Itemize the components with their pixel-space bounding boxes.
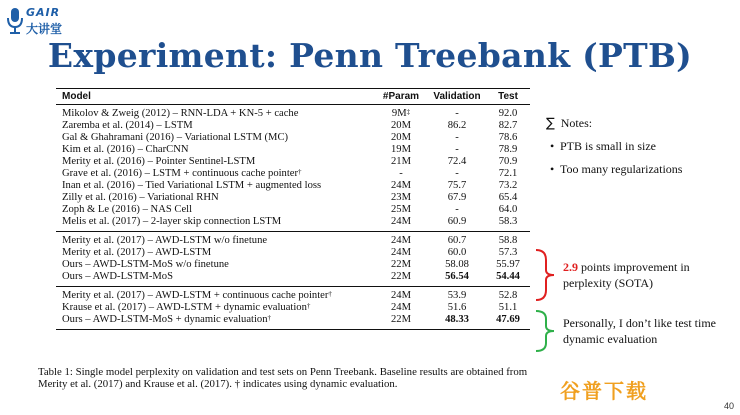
watermark-logo: 谷普下载	[560, 379, 648, 403]
cell-test: 70.9	[498, 156, 518, 167]
cell-model: Mikolov & Zweig (2012) – RNN-LDA + KN-5 + cache	[62, 108, 299, 119]
header-validation: Validation	[433, 90, 481, 102]
cell-validation: 53.9	[447, 290, 467, 301]
cell-test: 57.3	[498, 247, 518, 258]
table-row	[56, 180, 530, 192]
footnote-mark: †	[306, 302, 311, 310]
cell-param: 23M	[390, 192, 411, 203]
cell-param: 20M	[390, 120, 411, 131]
cell-validation: -	[455, 132, 459, 143]
cell-param: 24M	[390, 180, 411, 191]
cell-test: 65.4	[498, 192, 518, 203]
cell-test: 55.97	[496, 259, 520, 270]
cell-test: 92.0	[498, 108, 518, 119]
cell-validation: 60.0	[447, 247, 467, 258]
cell-test: 54.44	[496, 271, 520, 282]
cell-param: 24M	[390, 235, 411, 246]
cell-model: Ours – AWD-LSTM-MoS	[62, 271, 173, 282]
header-test: Test	[498, 90, 518, 102]
footnote-mark: †	[267, 314, 271, 322]
cell-validation: -	[455, 204, 459, 215]
cell-validation: -	[455, 144, 459, 155]
table-row	[56, 120, 530, 132]
cell-validation: 48.33	[445, 314, 469, 325]
sigma-icon: ∑	[546, 116, 555, 131]
cell-validation: -	[455, 168, 459, 179]
cell-param: 24M	[390, 247, 411, 258]
cell-param: 22M	[390, 271, 411, 282]
table-header	[56, 89, 530, 104]
footnote-mark: †	[328, 290, 332, 298]
cell-model: Zoph & Le (2016) – NAS Cell	[62, 204, 193, 215]
microphone-icon	[6, 6, 24, 36]
cell-model: Grave et al. (2016) – LSTM + continuous cache pointer†	[62, 168, 302, 179]
table-row	[56, 216, 530, 228]
cell-model: Merity et al. (2016) – Pointer Sentinel-LSTM	[62, 156, 256, 167]
cell-model: Merity et al. (2017) – AWD-LSTM	[62, 247, 212, 258]
cell-test: 51.1	[498, 302, 518, 313]
cell-test: 72.1	[498, 168, 518, 179]
cell-test: 58.8	[498, 235, 518, 246]
cell-test: 64.0	[498, 204, 518, 215]
cell-model: Melis et al. (2017) – 2-layer skip connection LSTM	[62, 216, 282, 227]
gair-logo	[6, 4, 62, 40]
cell-param: 24M	[390, 290, 411, 301]
cell-param: 21M	[390, 156, 411, 167]
cell-test: 82.7	[498, 120, 518, 131]
table-row	[56, 259, 530, 271]
sota-text: points improvement in perplexity (SOTA)	[563, 260, 690, 290]
table-row	[56, 132, 530, 144]
table-row	[56, 156, 530, 168]
cell-param: 20M	[390, 132, 411, 143]
cell-param: 24M	[390, 302, 411, 313]
notes-panel	[546, 116, 736, 185]
header-param: #Param	[382, 90, 420, 102]
footnote-mark: ‡	[406, 108, 411, 116]
table-row	[56, 271, 530, 283]
red-brace	[534, 248, 558, 302]
cell-model: Zaremba et al. (2014) – LSTM	[62, 120, 193, 131]
page-number: 40	[723, 401, 734, 411]
cell-test: 52.8	[498, 290, 518, 301]
cell-param: 24M	[390, 216, 411, 227]
notes-heading: Notes:	[560, 116, 593, 130]
cell-test: 47.69	[496, 314, 520, 325]
cell-param: 22M	[390, 314, 411, 325]
cell-validation: 58.08	[445, 259, 469, 270]
table-row	[56, 302, 530, 314]
cell-validation: 72.4	[447, 156, 467, 167]
cell-model: Inan et al. (2016) – Tied Variational LSTM + augmented loss	[62, 180, 322, 191]
table-row	[56, 108, 530, 120]
notes-item: • Too many regularizations	[560, 162, 736, 177]
notes-item: • PTB is small in size	[560, 139, 736, 154]
cell-model: Ours – AWD-LSTM-MoS + dynamic evaluation†	[62, 314, 271, 325]
cell-validation: 86.2	[447, 120, 467, 131]
table-row	[56, 144, 530, 156]
table-row	[56, 290, 530, 302]
cell-test: 78.6	[498, 132, 518, 143]
cell-validation: 60.7	[447, 235, 467, 246]
logo-text-cn: 大讲堂	[26, 22, 63, 36]
cell-param: -	[399, 168, 403, 179]
cell-validation: 75.7	[447, 180, 467, 191]
cell-validation: -	[455, 108, 459, 119]
cell-model: Gal & Ghahramani (2016) – Variational LSTM (MC)	[62, 132, 289, 143]
cell-model: Zilly et al. (2016) – Variational RHN	[62, 192, 219, 203]
cell-validation: 51.6	[447, 302, 467, 313]
table-row	[56, 204, 530, 216]
cell-model: Ours – AWD-LSTM-MoS w/o finetune	[62, 259, 229, 270]
slide-title: Experiment: Penn Treebank (PTB)	[47, 36, 693, 75]
results-table	[56, 88, 530, 330]
table-group-baselines	[56, 105, 530, 231]
cell-model: Kim et al. (2016) – CharCNN	[62, 144, 189, 155]
cell-validation: 67.9	[447, 192, 467, 203]
sota-annotation	[563, 259, 733, 291]
cell-param: 19M	[390, 144, 411, 155]
table-group-dynamic	[56, 287, 530, 329]
cell-model: Merity et al. (2017) – AWD-LSTM w/o finetune	[62, 235, 268, 246]
table-caption: Table 1: Single model perplexity on validation and test sets on Penn Treebank. Baseline results are obtained from Merity et al. (2017) and Krause et al. (2017). † indicates using dynamic evaluation.	[38, 366, 528, 390]
logo-text-en: GAIR	[26, 6, 61, 19]
cell-test: 58.3	[498, 216, 518, 227]
cell-model: Merity et al. (2017) – AWD-LSTM + continuous cache pointer†	[62, 290, 332, 301]
table-row	[56, 192, 530, 204]
cell-test: 78.9	[498, 144, 518, 155]
cell-model: Krause et al. (2017) – AWD-LSTM + dynamic evaluation†	[62, 302, 311, 313]
table-row	[56, 247, 530, 259]
table-row	[56, 168, 530, 180]
sota-highlight: 2.9	[563, 260, 578, 274]
table-group-awd	[56, 232, 530, 286]
cell-validation: 60.9	[447, 216, 467, 227]
cell-test: 73.2	[498, 180, 518, 191]
footnote-mark: †	[298, 168, 302, 176]
header-model: Model	[62, 90, 91, 102]
dynamic-eval-annotation: Personally, I don’t like test time dynamic evaluation	[563, 316, 716, 346]
table-row	[56, 235, 530, 247]
cell-validation: 56.54	[445, 271, 469, 282]
cell-param: 22M	[390, 259, 411, 270]
cell-param: 25M	[390, 204, 411, 215]
green-brace	[534, 309, 558, 353]
table-row	[56, 314, 530, 326]
cell-param: 9M‡	[391, 108, 411, 119]
